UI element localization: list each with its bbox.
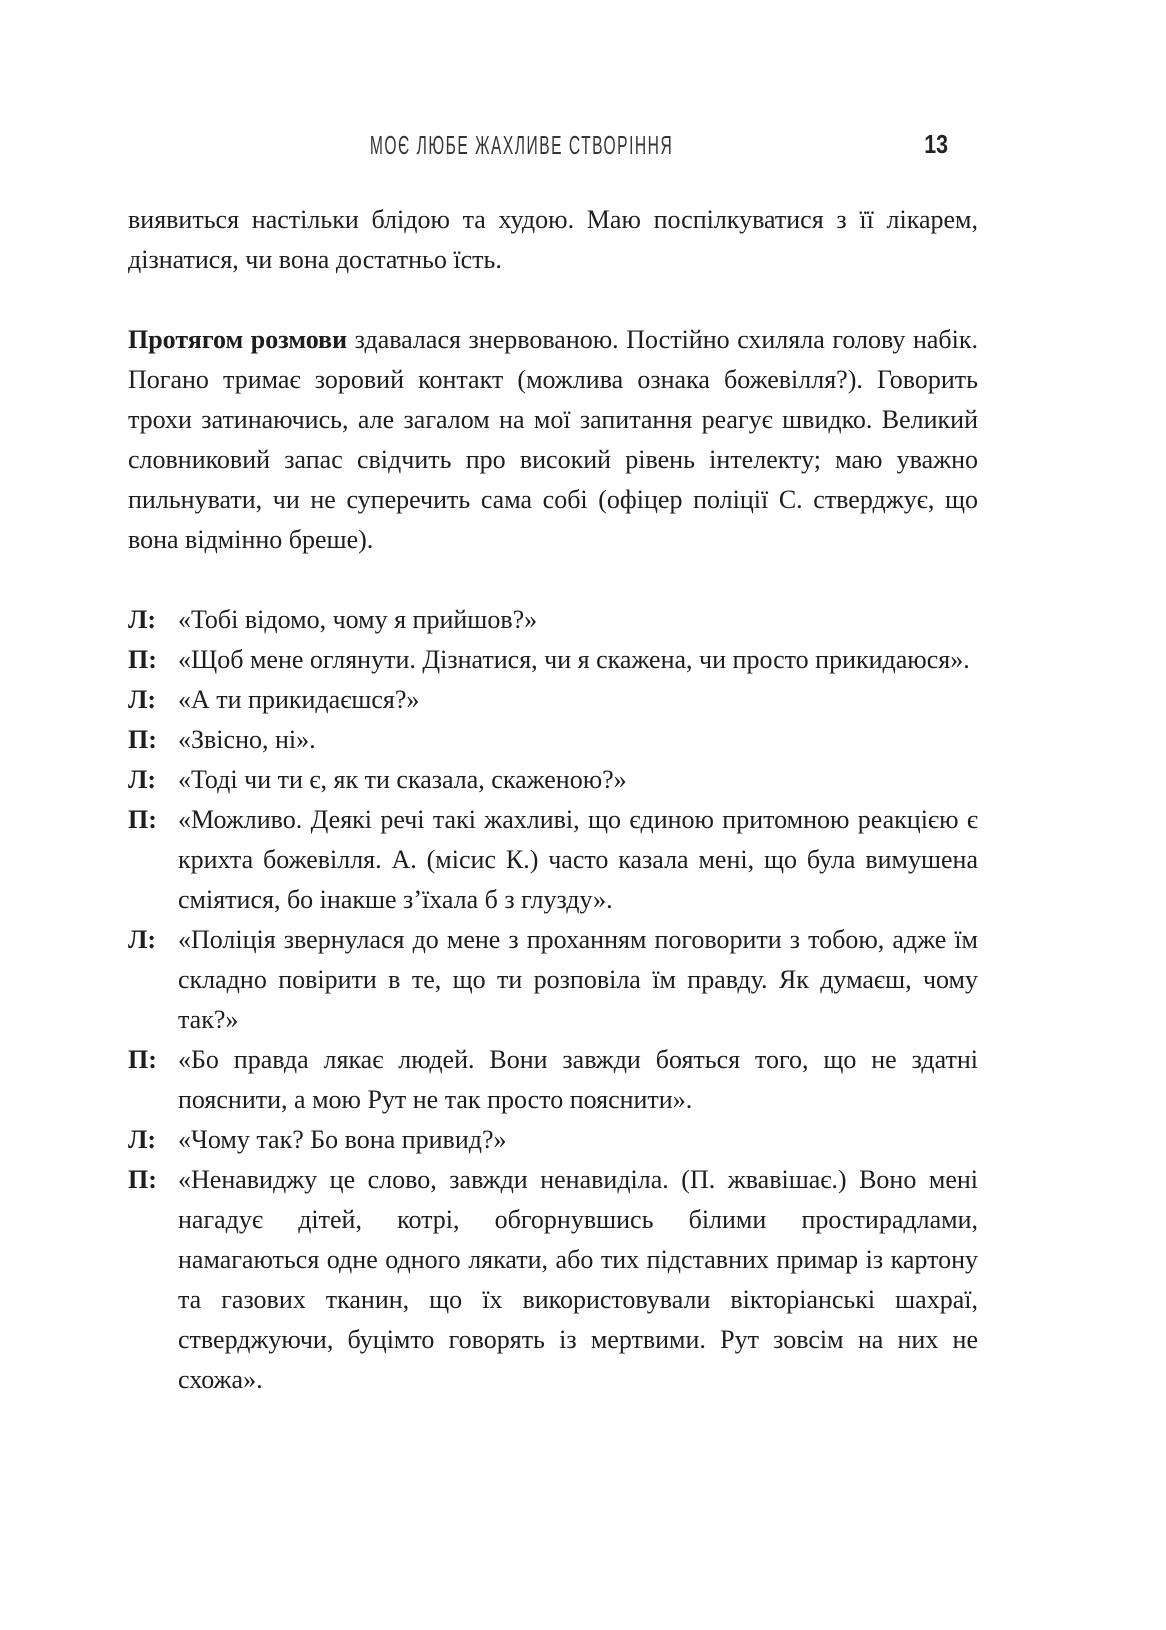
speaker-label: Л: bbox=[128, 605, 157, 634]
speaker-label: П: bbox=[128, 1165, 157, 1194]
running-header bbox=[128, 130, 948, 164]
speaker-label: Л: bbox=[128, 1125, 157, 1154]
paragraph-lead-bold: Протягом розмови bbox=[128, 325, 348, 354]
utterance-text: «Ненавиджу це слово, завжди ненавиділа. (П. жвавішає.) Воно мені нагадує дітей, котрі, обгорнувшись білими простирадлами, намагаються одне одного лякати, або тих підставних примар із картону та газових тканин, що їх використовували вікторіанські шахраї, стверджуючи, буцімто говорять із мертвими. Рут зовсім на них не схожа». bbox=[178, 1165, 978, 1394]
utterance-text: «Чому так? Бо вона привид?» bbox=[178, 1125, 507, 1154]
utterance-text: «Звісно, ні». bbox=[178, 725, 316, 754]
dialogue-entry bbox=[128, 1160, 978, 1400]
utterance-text: «А ти прикидаєшся?» bbox=[178, 685, 420, 714]
utterance-text: «Поліція звернулася до мене з проханням поговорити з тобою, адже їм складно повірити в те, що ти розповіла їм правду. Як думаєш, чому так?» bbox=[178, 925, 978, 1034]
dialogue-entry bbox=[128, 680, 978, 720]
dialogue-entry bbox=[128, 600, 978, 640]
speaker-label: П: bbox=[128, 805, 157, 834]
speaker-label: П: bbox=[128, 725, 157, 754]
dialogue-entry bbox=[128, 800, 978, 920]
dialogue-entry bbox=[128, 920, 978, 1040]
utterance-text: «Тобі відомо, чому я прийшов?» bbox=[178, 605, 538, 634]
paragraph-observation-text: здавалася знервованою. Постійно схиляла голову набік. Погано тримає зоровий контакт (можлива ознака божевілля?). Говорить трохи затинаючись, але загалом на мої запитання реагує швидко. Великий словниковий запас свідчить про високий рівень інтелекту; маю уважно пильнувати, чи не суперечить сама собі (офіцер поліції С. стверджує, що вона відмінно бреше). bbox=[128, 325, 978, 554]
page-body bbox=[128, 200, 978, 1400]
utterance-text: «Можливо. Деякі речі такі жахливі, що єдиною притомною реакцією є крихта божевілля. А. (місис К.) часто казала мені, що була вимушена сміятися, бо інакше з’їхала б з глузду». bbox=[178, 805, 978, 914]
running-title: МОЄ ЛЮБЕ ЖАХЛИВЕ СТВОРІННЯ bbox=[370, 130, 674, 160]
utterance-text: «Тоді чи ти є, як ти сказала, скаженою?» bbox=[178, 765, 627, 794]
speaker-label: П: bbox=[128, 645, 157, 674]
utterance-text: «Щоб мене оглянути. Дізнатися, чи я скажена, чи просто прикидаюся». bbox=[178, 645, 970, 674]
dialogue-entry bbox=[128, 640, 978, 680]
dialogue-entry bbox=[128, 1120, 978, 1160]
utterance-text: «Бо правда лякає людей. Вони завжди бояться того, що не здатні пояснити, а мою Рут не так просто пояснити». bbox=[178, 1045, 978, 1114]
paragraph-observation bbox=[128, 320, 978, 560]
speaker-label: Л: bbox=[128, 765, 157, 794]
paragraph-continuation: виявиться настільки блідою та худою. Маю поспілкуватися з її лікарем, дізнатися, чи вона достатньо їсть. bbox=[128, 205, 978, 274]
dialogue-entry bbox=[128, 760, 978, 800]
speaker-label: Л: bbox=[128, 925, 157, 954]
dialogue-entry bbox=[128, 720, 978, 760]
speaker-label: Л: bbox=[128, 685, 157, 714]
speaker-label: П: bbox=[128, 1045, 157, 1074]
page-number: 13 bbox=[924, 129, 948, 159]
dialogue-entry bbox=[128, 1040, 978, 1120]
dialogue-transcript bbox=[128, 600, 978, 1400]
